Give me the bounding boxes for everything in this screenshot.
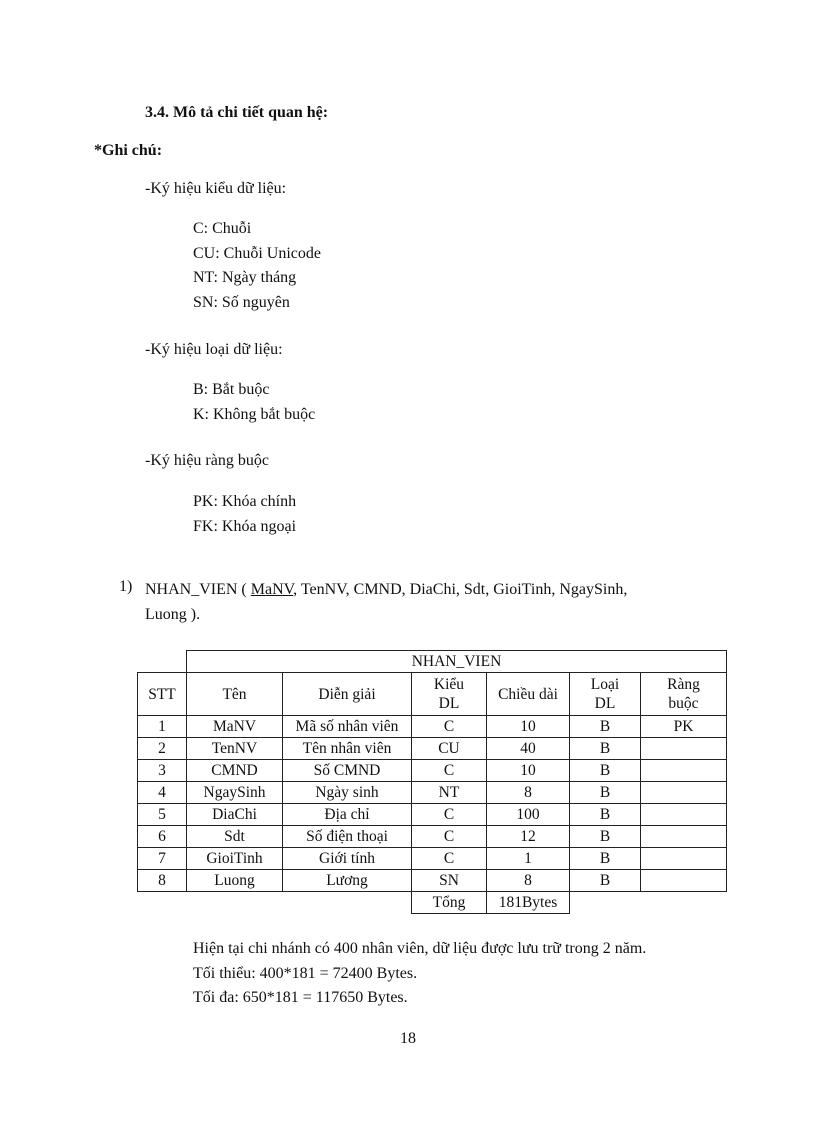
cell-loai: B [570, 804, 641, 826]
cell-kieu: C [412, 716, 487, 738]
cell-kieu: C [412, 804, 487, 826]
cell-loai: B [570, 826, 641, 848]
cell-chieu-dai: 40 [487, 738, 570, 760]
cell-dien-giai: Mã số nhân viên [283, 716, 412, 738]
header-ten: Tên [187, 673, 283, 716]
cell-dien-giai: Số điện thoại [283, 826, 412, 848]
empty-cell [138, 892, 187, 914]
cell-dien-giai: Lương [283, 870, 412, 892]
total-value: 181Bytes [487, 892, 570, 914]
cell-ten: DiaChi [187, 804, 283, 826]
cell-rang-buoc: PK [641, 716, 727, 738]
legend-item: PK: Khóa chính [193, 493, 297, 510]
cell-chieu-dai: 8 [487, 782, 570, 804]
empty-cell [641, 892, 727, 914]
table-row [138, 804, 727, 826]
cell-rang-buoc [641, 760, 727, 782]
cell-loai: B [570, 760, 641, 782]
header-dien-giai: Diễn giải [283, 673, 412, 716]
legend-item: NT: Ngày tháng [193, 269, 297, 286]
legend-item: FK: Khóa ngoại [193, 517, 297, 535]
cell-chieu-dai: 8 [487, 870, 570, 892]
header-text: Ràng [667, 676, 700, 693]
cell-ten: MaNV [187, 716, 283, 738]
header-rang-buoc [641, 673, 727, 716]
relation-attributes: , TenNV, CMND, DiaChi, Sdt, GioiTinh, NgaySinh, [293, 581, 628, 598]
cell-stt: 5 [138, 804, 187, 826]
cell-kieu: SN [412, 870, 487, 892]
storage-summary [193, 937, 646, 1011]
summary-line: Tối đa: 650*181 = 117650 Bytes. [193, 989, 408, 1006]
cell-stt: 4 [138, 782, 187, 804]
data-type-legend-title: -Ký hiệu kiểu dữ liệu: [145, 180, 287, 197]
cell-dien-giai: Địa chỉ [283, 804, 412, 826]
cell-kieu: CU [412, 738, 487, 760]
data-category-legend-list [193, 378, 315, 427]
cell-stt: 3 [138, 760, 187, 782]
header-stt: STT [138, 673, 187, 716]
cell-chieu-dai: 10 [487, 760, 570, 782]
relation-line-1 [145, 578, 627, 603]
table-row [138, 738, 727, 760]
empty-cell [570, 892, 641, 914]
cell-rang-buoc [641, 870, 727, 892]
data-type-legend-list [193, 217, 321, 315]
cell-chieu-dai: 100 [487, 804, 570, 826]
table-total-row [138, 892, 727, 914]
cell-loai: B [570, 848, 641, 870]
table-header-row [138, 673, 727, 716]
header-kieu-dl [412, 673, 487, 716]
constraint-legend-title: -Ký hiệu ràng buộc [145, 452, 269, 469]
nhan-vien-table [137, 650, 727, 914]
constraint-legend-list [193, 490, 296, 539]
empty-cell [187, 892, 283, 914]
cell-rang-buoc [641, 826, 727, 848]
cell-stt: 2 [138, 738, 187, 760]
legend-item: CU: Chuỗi Unicode [193, 244, 321, 262]
relation-number: 1) [119, 578, 133, 595]
page-number: 18 [400, 1030, 416, 1047]
cell-ten: NgaySinh [187, 782, 283, 804]
cell-stt: 7 [138, 848, 187, 870]
cell-dien-giai: Giới tính [283, 848, 412, 870]
cell-ten: Sdt [187, 826, 283, 848]
header-text: Kiểu [433, 676, 465, 693]
relation-schema [145, 578, 627, 627]
table-title-row [138, 651, 727, 673]
cell-chieu-dai: 1 [487, 848, 570, 870]
cell-loai: B [570, 870, 641, 892]
header-loai-dl [570, 673, 641, 716]
table-row [138, 760, 727, 782]
cell-ten: CMND [187, 760, 283, 782]
cell-dien-giai: Ngày sinh [283, 782, 412, 804]
legend-item: B: Bắt buộc [193, 381, 270, 398]
cell-stt: 1 [138, 716, 187, 738]
cell-ten: GioiTinh [187, 848, 283, 870]
section-heading: 3.4. Mô tả chi tiết quan hệ: [145, 104, 329, 121]
cell-rang-buoc [641, 782, 727, 804]
table-row [138, 782, 727, 804]
notes-heading: *Ghi chú: [94, 142, 163, 159]
cell-dien-giai: Tên nhân viên [283, 738, 412, 760]
cell-loai: B [570, 738, 641, 760]
legend-item: SN: Số nguyên [193, 293, 290, 311]
header-text: DL [594, 695, 616, 712]
summary-line: Tối thiểu: 400*181 = 72400 Bytes. [193, 964, 418, 982]
cell-chieu-dai: 10 [487, 716, 570, 738]
total-label: Tổng [412, 892, 487, 914]
cell-rang-buoc [641, 738, 727, 760]
relation-prefix: NHAN_VIEN ( [145, 581, 251, 598]
cell-ten: Luong [187, 870, 283, 892]
summary-line: Hiện tại chi nhánh có 400 nhân viên, dữ liệu được lưu trữ trong 2 năm. [193, 940, 647, 957]
relation-line-2: Luong ). [145, 605, 201, 623]
empty-cell [283, 892, 412, 914]
cell-kieu: C [412, 760, 487, 782]
cell-ten: TenNV [187, 738, 283, 760]
cell-rang-buoc [641, 848, 727, 870]
header-text: Loại [590, 676, 620, 693]
primary-key: MaNV [250, 581, 294, 598]
data-category-legend-title: -Ký hiệu loại dữ liệu: [145, 341, 283, 358]
cell-kieu: C [412, 848, 487, 870]
cell-loai: B [570, 782, 641, 804]
table-row [138, 848, 727, 870]
legend-item: C: Chuỗi [193, 220, 252, 237]
header-chieu-dai: Chiều dài [487, 673, 570, 716]
cell-stt: 8 [138, 870, 187, 892]
empty-cell [138, 651, 187, 673]
cell-rang-buoc [641, 804, 727, 826]
table-row [138, 826, 727, 848]
header-text: buộc [668, 695, 699, 712]
table-title: NHAN_VIEN [187, 651, 727, 673]
cell-chieu-dai: 12 [487, 826, 570, 848]
cell-loai: B [570, 716, 641, 738]
table-row [138, 870, 727, 892]
header-text: DL [438, 695, 460, 712]
cell-kieu: NT [412, 782, 487, 804]
cell-kieu: C [412, 826, 487, 848]
legend-item: K: Không bắt buộc [193, 405, 316, 423]
cell-stt: 6 [138, 826, 187, 848]
cell-dien-giai: Số CMND [283, 760, 412, 782]
table-row [138, 716, 727, 738]
